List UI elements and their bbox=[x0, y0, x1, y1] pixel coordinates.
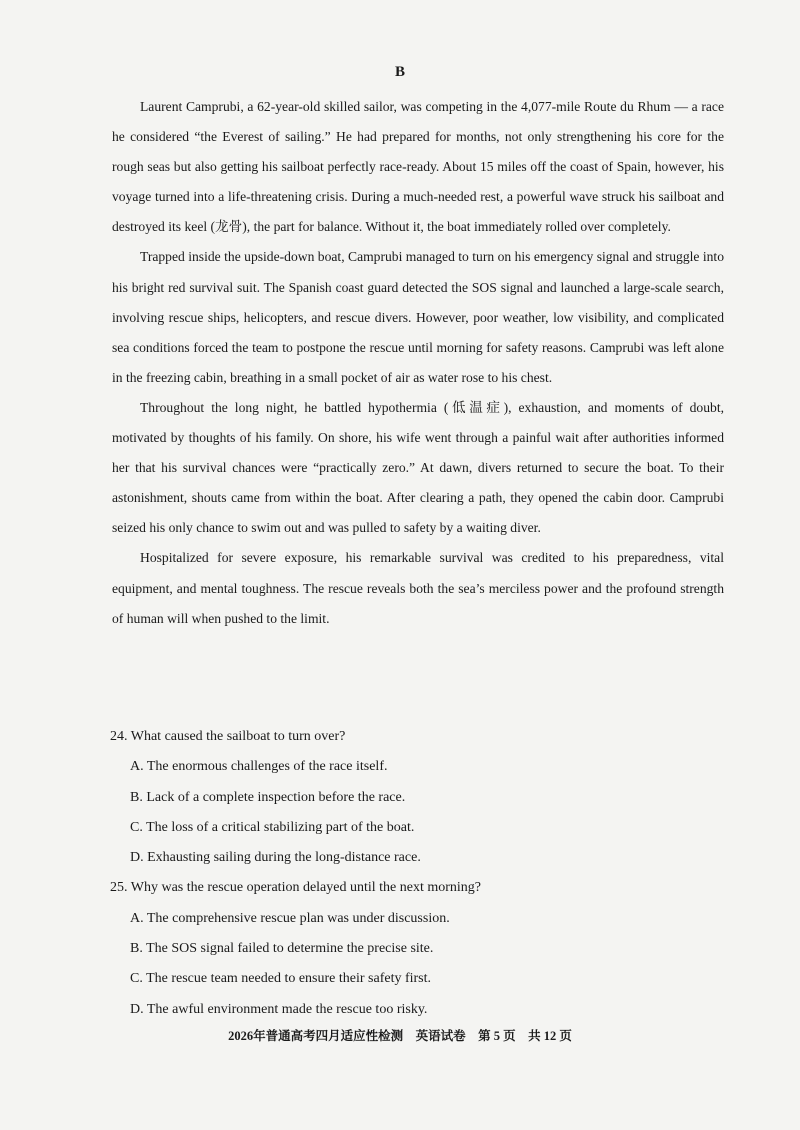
reading-passage bbox=[112, 92, 724, 634]
question-stem: 25. Why was the rescue operation delayed until the next morning? bbox=[110, 880, 482, 896]
answer-option-a: A. The enormous challenges of the race itself. bbox=[130, 759, 388, 775]
answer-option-c: C. The loss of a critical stabilizing part of the boat. bbox=[130, 819, 415, 835]
answer-option-a: A. The comprehensive rescue plan was under discussion. bbox=[130, 910, 450, 926]
question-24 bbox=[110, 722, 730, 873]
answer-option-c: C. The rescue team needed to ensure their safety first. bbox=[130, 971, 432, 987]
question-list bbox=[110, 722, 730, 1025]
passage-paragraph: Trapped inside the upside-down boat, Camprubi managed to turn on his emergency signal and struggle into his bright red survival suit. The Spanish coast guard detected the SOS signal and launched a large-scale search, involving rescue ships, helicopters, and rescue divers. However, poor weather, low visibility, and complicated sea conditions forced the team to postpone the rescue until morning for safety reasons. Camprubi was left alone in the freezing cabin, breathing in a small pocket of air as water rose to his chest. bbox=[112, 249, 724, 385]
answer-option-b: B. The SOS signal failed to determine the precise site. bbox=[130, 941, 434, 957]
passage-paragraph: Throughout the long night, he battled hypothermia (低温症), exhaustion, and moments of doubt, motivated by thoughts of his family. On shore, his wife went through a painful wait after authorities informed her that his survival chances were “practically zero.” At dawn, divers returned to secure the boat. To their astonishment, shouts came from within the boat. After clearing a path, they opened the cabin door. Camprubi seized his only chance to swim out and was pulled to safety by a waiting diver. bbox=[112, 399, 724, 536]
passage-paragraph: Hospitalized for severe exposure, his remarkable survival was credited to his preparedness, vital equipment, and mental toughness. The rescue reveals both the sea’s merciless power and the profound strength of human will when pushed to the limit. bbox=[112, 550, 724, 626]
question-stem: 24. What caused the sailboat to turn over? bbox=[110, 729, 346, 744]
answer-option-b: B. Lack of a complete inspection before the race. bbox=[130, 789, 406, 805]
passage-paragraph: Laurent Camprubi, a 62-year-old skilled sailor, was competing in the 4,077-mile Route du Rhum — a race he considered “the Everest of sailing.” He had prepared for months, not only strengthening his core for the rough seas but also getting his sailboat perfectly race-ready. About 15 miles off the coast of Spain, however, his voyage turned into a life-threatening crisis. During a much-needed rest, a powerful wave struck his sailboat and destroyed its keel (龙骨), the part for balance. Without it, the boat immediately rolled over completely. bbox=[112, 99, 724, 235]
section-heading: B bbox=[394, 64, 405, 80]
answer-option-d: D. The awful environment made the rescue too risky. bbox=[130, 1001, 428, 1017]
page-footer: 2026年普通高考四月适应性检测 英语试卷 第 5 页 共 12 页 bbox=[228, 1029, 572, 1043]
question-25 bbox=[110, 873, 730, 1024]
answer-option-d: D. Exhausting sailing during the long-distance race. bbox=[130, 850, 421, 866]
